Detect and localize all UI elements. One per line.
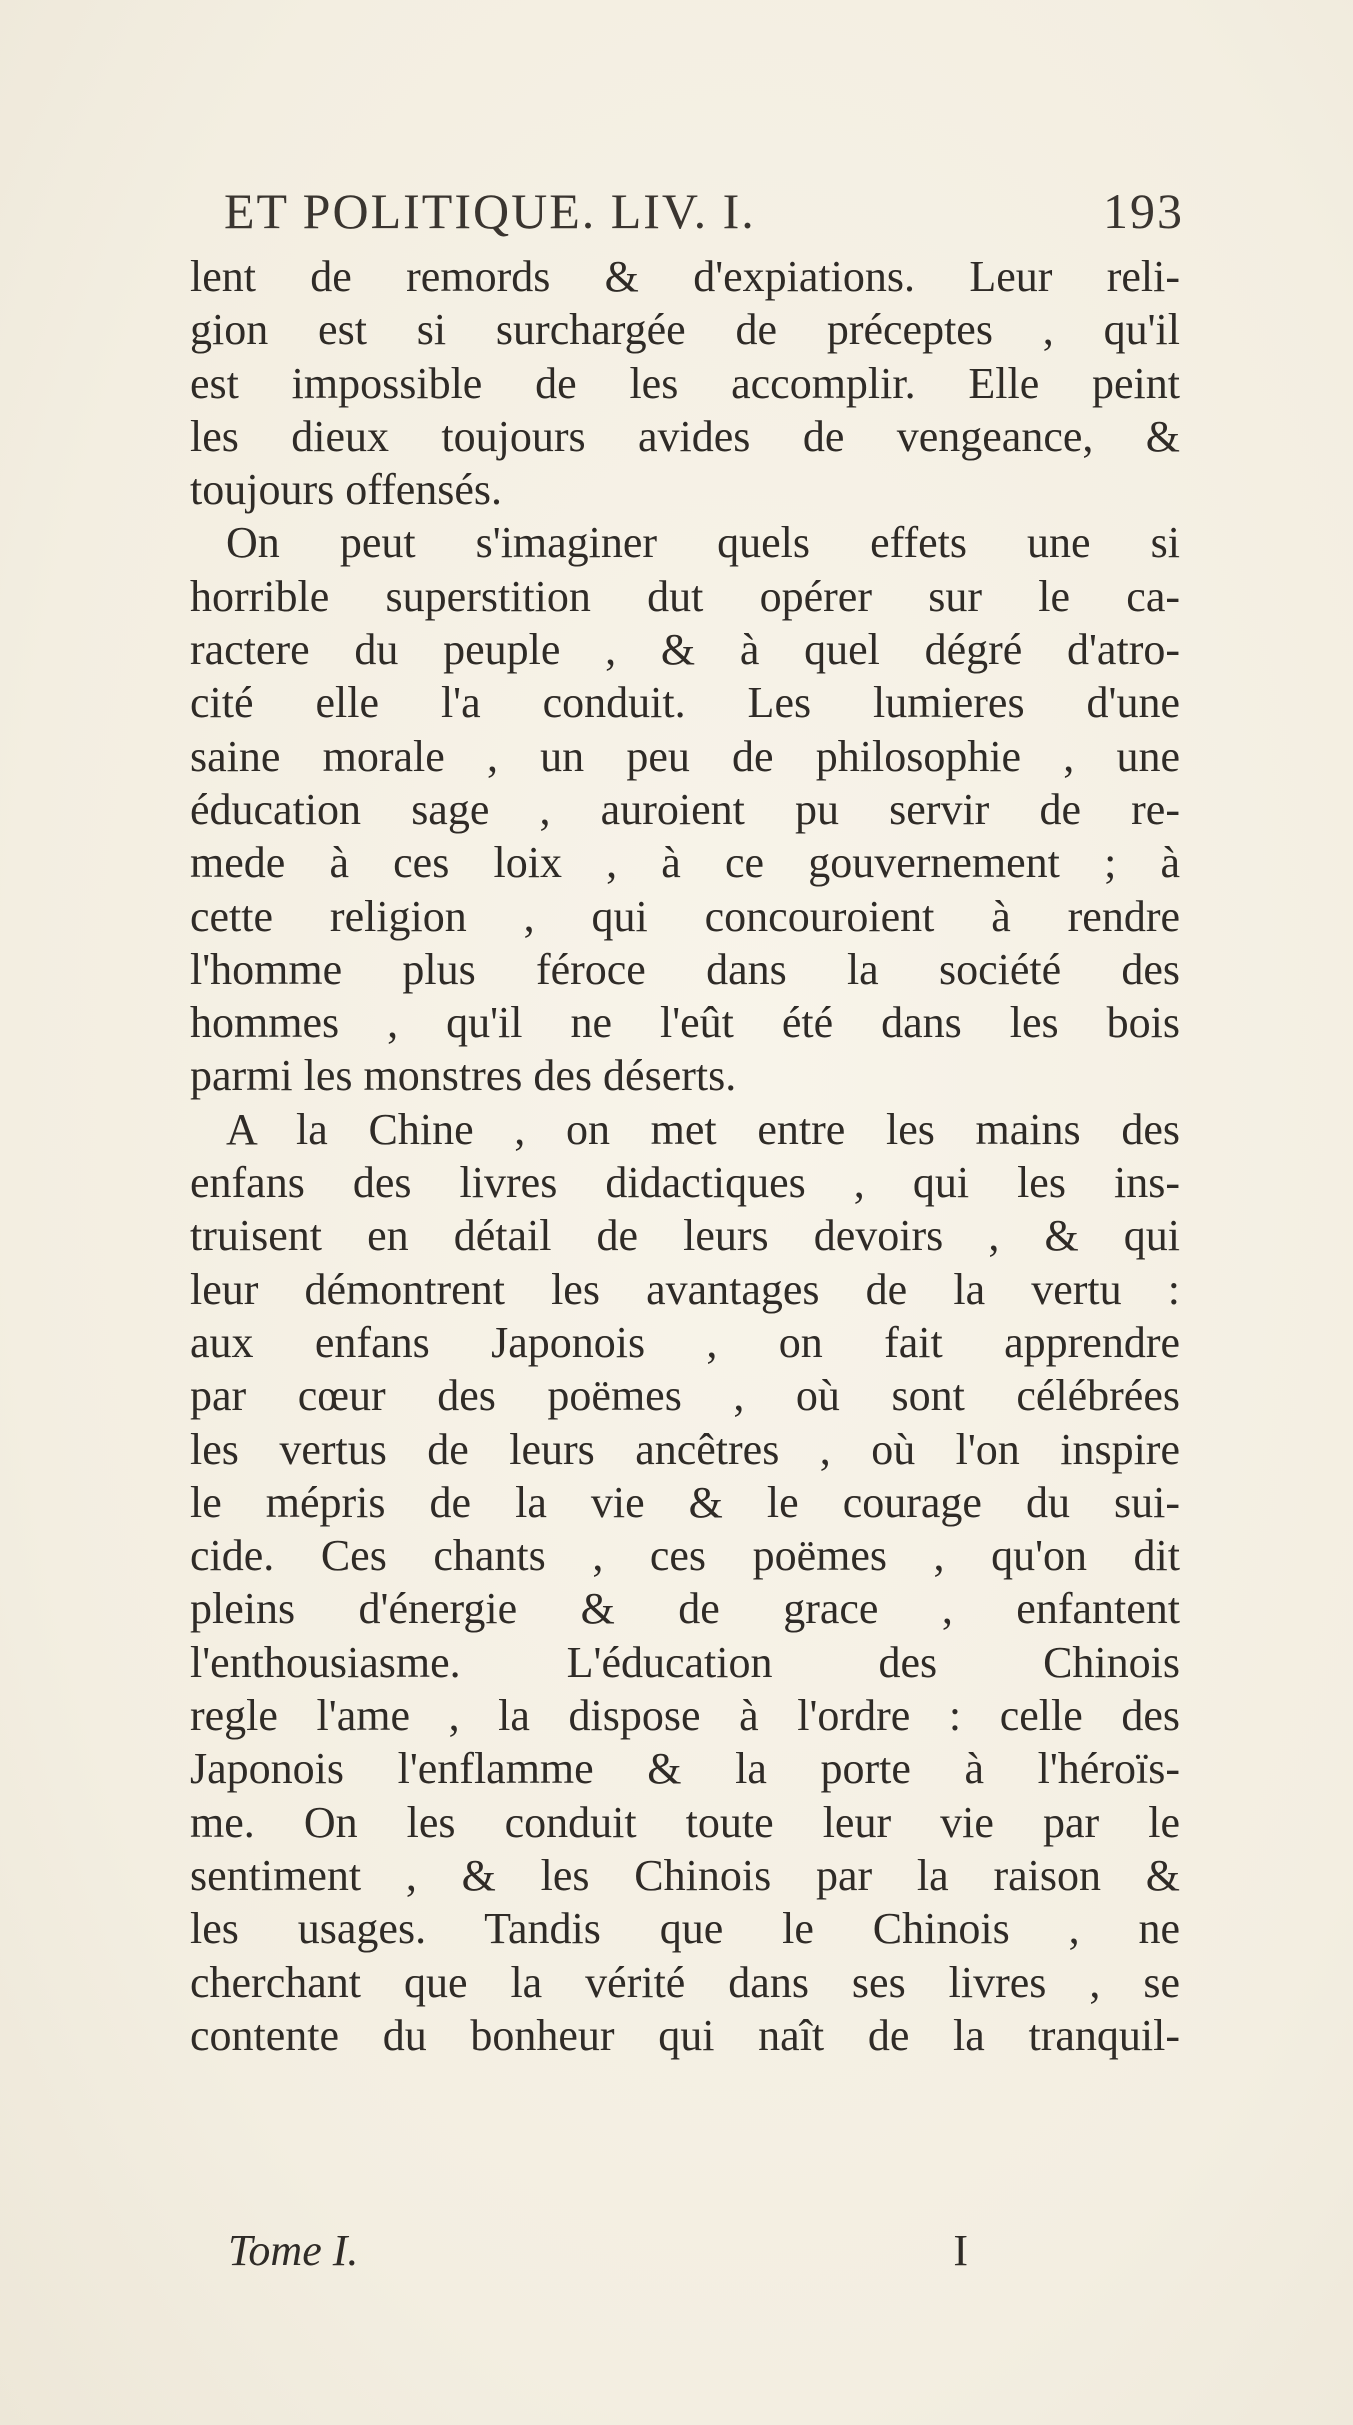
text-line: me. On les conduit toute leur vie par le	[190, 1797, 1180, 1847]
text-line: gion est si surchargée de préceptes , qu'il	[190, 305, 1180, 355]
text-line: toujours offensés.	[190, 465, 503, 515]
text-line: cide. Ces chants , ces poëmes , qu'on dit	[190, 1531, 1180, 1581]
text-line: est impossible de les accomplir. Elle peint	[190, 358, 1180, 408]
text-line: cité elle l'a conduit. Les lumieres d'une	[190, 678, 1180, 728]
text-line: pleins d'énergie & de grace , enfantent	[190, 1584, 1180, 1634]
text-line: aux enfans Japonois , on fait apprendre	[190, 1317, 1180, 1367]
text-line: truisent en détail de leurs devoirs , & qui	[190, 1211, 1180, 1261]
text-line: A la Chine , on met entre les mains des	[226, 1104, 1180, 1154]
text-line: les usages. Tandis que le Chinois , ne	[190, 1904, 1180, 1954]
text-line: regle l'ame , la dispose à l'ordre : celle des	[190, 1691, 1180, 1741]
text-line: les dieux toujours avides de vengeance, &	[190, 411, 1180, 461]
text-line: ractere du peuple , & à quel dégré d'atro-	[190, 625, 1180, 675]
page-footer	[228, 2225, 968, 2285]
text-line: le mépris de la vie & le courage du sui-	[190, 1477, 1180, 1527]
text-line: hommes , qu'il ne l'eût été dans les bois	[190, 998, 1180, 1048]
volume-label: Tome I.	[228, 2226, 359, 2275]
text-line: contente du bonheur qui naît de la tranquil-	[190, 2010, 1180, 2060]
running-title: ET POLITIQUE. LIV. I.	[224, 183, 756, 239]
text-line: cette religion , qui concouroient à rendre	[190, 891, 1180, 941]
text-line: l'enthousiasme. L'éducation des Chinois	[190, 1637, 1180, 1687]
signature-mark: I	[953, 2226, 968, 2275]
text-line: On peut s'imaginer quels effets une si	[226, 518, 1180, 568]
page-number: 193	[1103, 183, 1184, 239]
text-line: les vertus de leurs ancêtres , où l'on inspire	[190, 1424, 1180, 1474]
text-line: horrible superstition dut opérer sur le ca-	[190, 571, 1180, 621]
text-line: lent de remords & d'expiations. Leur reli-	[190, 252, 1180, 301]
text-line: saine morale , un peu de philosophie , une	[190, 731, 1180, 781]
text-line: sentiment , & les Chinois par la raison &	[190, 1850, 1180, 1900]
text-line: l'homme plus féroce dans la société des	[190, 944, 1180, 994]
running-head	[224, 182, 1184, 242]
text-line: parmi les monstres des déserts.	[190, 1051, 737, 1101]
text-line: par cœur des poëmes , où sont célébrées	[190, 1371, 1180, 1421]
body-text	[190, 250, 1180, 2062]
text-line: Japonois l'enflamme & la porte à l'héroïs-	[190, 1744, 1180, 1794]
text-line: enfans des livres didactiques , qui les ins-	[190, 1158, 1180, 1208]
text-line: éducation sage , auroient pu servir de re-	[190, 784, 1180, 834]
text-line: leur démontrent les avantages de la vertu :	[190, 1264, 1180, 1314]
text-line: mede à ces loix , à ce gouvernement ; à	[190, 838, 1180, 888]
text-line: cherchant que la vérité dans ses livres , se	[190, 1957, 1180, 2007]
